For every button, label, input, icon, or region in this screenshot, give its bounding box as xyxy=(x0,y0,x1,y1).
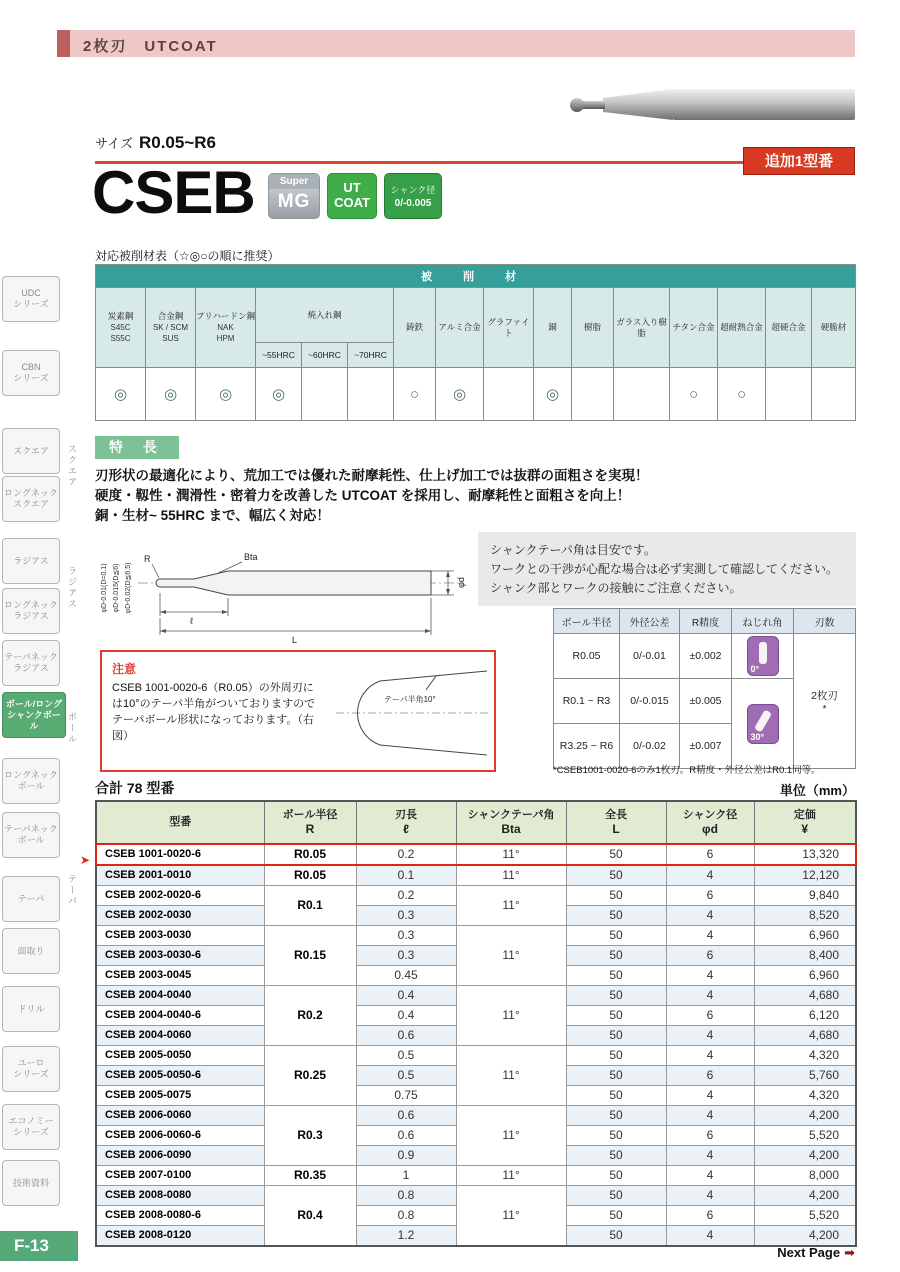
flute-count-cell: 2枚刃 * xyxy=(794,634,856,769)
shank-dia-value: 6 xyxy=(666,1126,754,1146)
flute-length-value: 1 xyxy=(356,1166,456,1186)
price-value: 12,120 xyxy=(754,865,856,886)
table-row xyxy=(96,844,856,865)
ball-radius-value: R0.2 xyxy=(264,986,356,1046)
feature-line: 硬度・靱性・潤滑性・密着力を改善した UTCOAT を採用し、耐摩耗性と面粗さを向上！ xyxy=(95,488,631,503)
label-phi-d: φd xyxy=(456,577,466,588)
overall-length-value: 50 xyxy=(566,1206,666,1226)
overall-length-value: 50 xyxy=(566,865,666,886)
material-col-header: 炭素鋼 S45C S55C xyxy=(96,288,146,368)
flute-length-value: 0.8 xyxy=(356,1186,456,1206)
model-number: CSEB 2006-0060-6 xyxy=(96,1126,264,1146)
price-value: 8,400 xyxy=(754,946,856,966)
sidebar-item[interactable]: ロングネック スクエア xyxy=(2,476,60,522)
material-subcol-header: ~55HRC xyxy=(256,343,302,368)
shank-taper-angle-value: 11° xyxy=(456,1166,566,1186)
material-col-header: アルミ合金 xyxy=(436,288,484,368)
shank-taper-angle-value: 11° xyxy=(456,926,566,986)
helix-angle-cell xyxy=(732,679,794,769)
overall-length-value: 50 xyxy=(566,1026,666,1046)
spec-ball-radius: R3.25 ~ R6 xyxy=(554,724,620,769)
price-value: 9,840 xyxy=(754,886,856,906)
sidebar-item[interactable]: スクエア xyxy=(2,428,60,474)
model-number: CSEB 2005-0075 xyxy=(96,1086,264,1106)
spec-col-header: ねじれ角 xyxy=(732,609,794,634)
spec-ball-radius: R0.05 xyxy=(554,634,620,679)
sidebar-item[interactable]: ユーロ シリーズ xyxy=(2,1046,60,1092)
material-mark xyxy=(766,368,812,421)
shank-dia-value: 4 xyxy=(666,1106,754,1126)
flute-length-value: 0.3 xyxy=(356,906,456,926)
flute-length-value: 0.9 xyxy=(356,1146,456,1166)
shank-dia-value: 4 xyxy=(666,926,754,946)
sidebar-item[interactable]: ドリル xyxy=(2,986,60,1032)
model-number: CSEB 2004-0060 xyxy=(96,1026,264,1046)
price-value: 6,960 xyxy=(754,926,856,946)
model-number: CSEB 2006-0060 xyxy=(96,1106,264,1126)
material-mark: ○ xyxy=(718,368,766,421)
table-row xyxy=(96,1186,856,1206)
material-col-header: 超硬合金 xyxy=(766,288,812,368)
sidebar-group-square: スクエア xyxy=(67,444,77,488)
model-number: CSEB 2002-0020-6 xyxy=(96,886,264,906)
material-mark xyxy=(812,368,856,421)
flute-length-value: 0.3 xyxy=(356,926,456,946)
flute-length-value: 0.6 xyxy=(356,1106,456,1126)
material-mark: ◎ xyxy=(146,368,196,421)
ball-radius-value: R0.05 xyxy=(264,865,356,886)
overall-length-value: 50 xyxy=(566,1086,666,1106)
shank-taper-angle-value: 11° xyxy=(456,1106,566,1166)
caution-figure-label: テーパ半角10° xyxy=(384,695,436,704)
sidebar-group-radius: ラジアス xyxy=(67,566,77,610)
caution-box xyxy=(100,650,496,772)
material-col-header: 銅 xyxy=(534,288,572,368)
material-col-header: ガラス入り樹脂 xyxy=(614,288,670,368)
top-category-bar xyxy=(57,30,855,57)
model-number: CSEB 2003-0030 xyxy=(96,926,264,946)
flute-length-value: 0.2 xyxy=(356,886,456,906)
flute-length-value: 0.4 xyxy=(356,986,456,1006)
spec-col-header: ボール半径 xyxy=(554,609,620,634)
spec-r-accuracy: ±0.007 xyxy=(680,724,732,769)
label-flute-length: ℓ xyxy=(190,616,193,626)
model-col-header: 全長 L xyxy=(566,801,666,844)
model-number: CSEB 2005-0050-6 xyxy=(96,1066,264,1086)
utcoat-badge xyxy=(327,173,377,219)
price-value: 13,320 xyxy=(754,844,856,865)
shank-note-box xyxy=(478,532,856,606)
super-mg-badge xyxy=(268,173,320,219)
table-row xyxy=(96,926,856,946)
caution-title: 注意 xyxy=(112,662,137,676)
price-value: 5,760 xyxy=(754,1066,856,1086)
category-title: 2枚刃 UTCOAT xyxy=(83,38,218,55)
overall-length-value: 50 xyxy=(566,1106,666,1126)
shank-dia-value: 6 xyxy=(666,844,754,865)
product-code: CSEB xyxy=(92,159,255,226)
material-mark: ◎ xyxy=(96,368,146,421)
sidebar-item[interactable]: 面取り xyxy=(2,928,60,974)
material-mark: ◎ xyxy=(436,368,484,421)
total-models-label: 合計 78 型番 xyxy=(95,780,175,796)
material-table xyxy=(95,264,856,421)
shank-dia-value: 4 xyxy=(666,966,754,986)
overall-length-value: 50 xyxy=(566,1226,666,1247)
shank-dia-value: 4 xyxy=(666,1086,754,1106)
overall-length-value: 50 xyxy=(566,946,666,966)
material-col-header: グラファイト xyxy=(484,288,534,368)
overall-length-value: 50 xyxy=(566,1146,666,1166)
shank-note-line: ワークとの干渉が心配な場合は必ず実測して確認してください。 xyxy=(490,562,839,576)
price-value: 4,320 xyxy=(754,1046,856,1066)
label-tolerance-2: φD-0.015(D≦6) xyxy=(113,563,120,613)
shank-taper-angle-value: 11° xyxy=(456,986,566,1046)
material-col-header: プリハードン鋼 NAK HPM xyxy=(196,288,256,368)
flute-length-value: 0.8 xyxy=(356,1206,456,1226)
sidebar-item[interactable]: ロングネック ラジアス xyxy=(2,588,60,634)
spec-r-accuracy: ±0.002 xyxy=(680,634,732,679)
label-total-length: L xyxy=(292,635,298,645)
badge-row xyxy=(268,173,442,219)
model-number: CSEB 2001-0010 xyxy=(96,865,264,886)
next-page-arrow-icon: ➡ xyxy=(844,1245,855,1260)
shank-dia-value: 4 xyxy=(666,1186,754,1206)
sidebar-item[interactable]: テーパ xyxy=(2,876,60,922)
utcoat-badge-line1: UT xyxy=(343,180,361,195)
shank-dia-value: 6 xyxy=(666,886,754,906)
material-subcol-header: ~70HRC xyxy=(348,343,394,368)
features-text xyxy=(95,466,649,526)
overall-length-value: 50 xyxy=(566,926,666,946)
shank-taper-angle-value: 11° xyxy=(456,844,566,865)
label-bta: Bta xyxy=(244,552,258,562)
shank-dia-value: 4 xyxy=(666,865,754,886)
overall-length-value: 50 xyxy=(566,966,666,986)
shank-dia-value: 6 xyxy=(666,1066,754,1086)
flute-length-value: 1.2 xyxy=(356,1226,456,1247)
material-col-header: チタン合金 xyxy=(670,288,718,368)
caution-figure xyxy=(322,658,492,764)
shank-dia-value: 4 xyxy=(666,1226,754,1247)
price-value: 5,520 xyxy=(754,1206,856,1226)
model-col-header: シャンクテーパ角 Bta xyxy=(456,801,566,844)
model-number: CSEB 2003-0045 xyxy=(96,966,264,986)
flute-length-value: 0.5 xyxy=(356,1066,456,1086)
shank-badge-line1: シャンク径 xyxy=(390,185,436,195)
model-number: CSEB 2008-0080-6 xyxy=(96,1206,264,1226)
overall-length-value: 50 xyxy=(566,1066,666,1086)
spec-r-accuracy: ±0.005 xyxy=(680,679,732,724)
flute-length-value: 0.4 xyxy=(356,1006,456,1026)
tool-photo xyxy=(545,84,860,130)
material-mark xyxy=(348,368,394,421)
size-line xyxy=(95,133,216,153)
price-value: 4,200 xyxy=(754,1186,856,1206)
material-band-title: 被 削 材 xyxy=(96,265,856,288)
price-value: 6,120 xyxy=(754,1006,856,1026)
price-value: 4,200 xyxy=(754,1146,856,1166)
feature-line: 銅・生材~ 55HRC まで、幅広く対応！ xyxy=(95,508,330,523)
shank-note-line: シャンク部とワークの接触にご注意ください。 xyxy=(490,581,742,595)
model-number: CSEB 2008-0080 xyxy=(96,1186,264,1206)
overall-length-value: 50 xyxy=(566,1006,666,1026)
helix-angle-cell xyxy=(732,634,794,679)
table-row xyxy=(96,986,856,1006)
material-mark xyxy=(572,368,614,421)
price-value: 4,200 xyxy=(754,1226,856,1247)
price-value: 4,320 xyxy=(754,1086,856,1106)
sidebar-item[interactable]: エコノミー シリーズ xyxy=(2,1104,60,1150)
material-subcol-header: ~60HRC xyxy=(302,343,348,368)
model-number: CSEB 2006-0090 xyxy=(96,1146,264,1166)
model-table xyxy=(95,800,857,1247)
overall-length-value: 50 xyxy=(566,1166,666,1186)
model-col-header: 刃長 ℓ xyxy=(356,801,456,844)
shank-dia-value: 6 xyxy=(666,1206,754,1226)
flute-length-value: 0.1 xyxy=(356,865,456,886)
overall-length-value: 50 xyxy=(566,1186,666,1206)
label-tolerance-1: φD-0.01(D=0.1) xyxy=(101,563,108,613)
model-number: CSEB 2004-0040-6 xyxy=(96,1006,264,1026)
overall-length-value: 50 xyxy=(566,906,666,926)
material-col-header: 合金鋼 SK / SCM SUS xyxy=(146,288,196,368)
price-value: 8,000 xyxy=(754,1166,856,1186)
shank-note-line: シャンクテーパ角は目安です。 xyxy=(490,543,656,557)
utcoat-badge-line2: COAT xyxy=(334,195,370,210)
overall-length-value: 50 xyxy=(566,986,666,1006)
shank-dia-badge xyxy=(384,173,442,219)
ball-radius-value: R0.15 xyxy=(264,926,356,986)
shank-badge-line2: 0/-0.005 xyxy=(394,198,432,209)
ball-radius-value: R0.4 xyxy=(264,1186,356,1247)
material-mark: ○ xyxy=(394,368,436,421)
spec-ball-radius: R0.1 ~ R3 xyxy=(554,679,620,724)
spec-footnote: *CSEB1001-0020-6のみ1枚刃。R精度・外径公差はR0.1同等。 xyxy=(553,765,821,776)
price-value: 6,960 xyxy=(754,966,856,986)
flute-length-value: 0.6 xyxy=(356,1026,456,1046)
model-number: CSEB 2002-0030 xyxy=(96,906,264,926)
overall-length-value: 50 xyxy=(566,844,666,865)
flute-length-value: 0.6 xyxy=(356,1126,456,1146)
material-mark: ◎ xyxy=(196,368,256,421)
spec-table xyxy=(553,608,856,769)
shank-dia-value: 4 xyxy=(666,1146,754,1166)
spec-od-tolerance: 0/-0.01 xyxy=(620,634,680,679)
overall-length-value: 50 xyxy=(566,1046,666,1066)
shank-dia-value: 4 xyxy=(666,1026,754,1046)
material-mark xyxy=(614,368,670,421)
price-value: 8,520 xyxy=(754,906,856,926)
super-mg-badge-main: MG xyxy=(277,191,311,212)
label-tolerance-3: φD-0.02(D≦6.5) xyxy=(125,562,132,614)
material-col-header: 硬脆材 xyxy=(812,288,856,368)
sidebar-item[interactable]: ボール/ロング シャンクボール xyxy=(2,692,66,738)
spec-col-header: 外径公差 xyxy=(620,609,680,634)
top-bar-accent xyxy=(57,30,70,57)
material-col-header: 鋳鉄 xyxy=(394,288,436,368)
super-mg-badge-top: Super xyxy=(269,174,319,189)
sidebar-group-taper: テーパ xyxy=(67,874,77,907)
spec-col-header: R精度 xyxy=(680,609,732,634)
material-mark xyxy=(302,368,348,421)
shank-taper-angle-value: 11° xyxy=(456,1046,566,1106)
sidebar-item[interactable]: ラジアス xyxy=(2,538,60,584)
table-row xyxy=(96,1106,856,1126)
spec-od-tolerance: 0/-0.015 xyxy=(620,679,680,724)
feature-line: 刃形状の最適化により、荒加工では優れた耐摩耗性、仕上げ加工では抜群の面粗さを実現！ xyxy=(95,468,649,483)
features-badge: 特 長 xyxy=(95,436,179,459)
price-value: 4,680 xyxy=(754,986,856,1006)
material-col-header: 焼入れ鋼 xyxy=(256,288,394,343)
size-value: R0.05~R6 xyxy=(138,133,216,152)
sidebar-item[interactable]: テーパネック ラジアス xyxy=(2,640,60,686)
flute-length-value: 0.5 xyxy=(356,1046,456,1066)
ball-radius-value: R0.1 xyxy=(264,886,356,926)
shank-taper-angle-value: 11° xyxy=(456,865,566,886)
caution-text: CSEB 1001-0020-6（R0.05）の外周刃には10°のテーパ半角がついておりますのでテーパボール形状になっております。（右図） xyxy=(112,682,316,742)
flute-length-value: 0.45 xyxy=(356,966,456,986)
model-number: CSEB 2007-0100 xyxy=(96,1166,264,1186)
ball-radius-value: R0.35 xyxy=(264,1166,356,1186)
spec-od-tolerance: 0/-0.02 xyxy=(620,724,680,769)
shank-dia-value: 4 xyxy=(666,1166,754,1186)
shank-taper-angle-value: 11° xyxy=(456,1186,566,1247)
sidebar-item[interactable]: CBN シリーズ xyxy=(2,350,60,396)
table-row xyxy=(96,1046,856,1066)
table-row xyxy=(96,886,856,906)
price-value: 5,520 xyxy=(754,1126,856,1146)
model-number: CSEB 1001-0020-6 xyxy=(96,844,264,865)
model-number: CSEB 2003-0030-6 xyxy=(96,946,264,966)
material-mark: ◎ xyxy=(534,368,572,421)
shank-dia-value: 6 xyxy=(666,946,754,966)
highlight-arrow-icon: ➤ xyxy=(80,853,91,867)
model-col-header: 定価 ¥ xyxy=(754,801,856,844)
label-r: R xyxy=(144,554,151,564)
table-row xyxy=(96,865,856,886)
model-number: CSEB 2005-0050 xyxy=(96,1046,264,1066)
page-number-badge: F-13 xyxy=(0,1231,78,1261)
model-col-header: ボール半径 R xyxy=(264,801,356,844)
model-col-header: 型番 xyxy=(96,801,264,844)
sidebar-group-ball: ボール xyxy=(67,712,77,745)
flute-length-value: 0.75 xyxy=(356,1086,456,1106)
overall-length-value: 50 xyxy=(566,1126,666,1146)
sidebar-item[interactable]: 技術資料 xyxy=(2,1160,60,1206)
shank-dia-value: 6 xyxy=(666,1006,754,1026)
added-model-badge: 追加1型番 xyxy=(743,147,855,175)
next-page-link[interactable] xyxy=(630,1245,855,1261)
shank-dia-value: 4 xyxy=(666,986,754,1006)
flute-length-value: 0.2 xyxy=(356,844,456,865)
material-col-header: 超耐熱合金 xyxy=(718,288,766,368)
spec-col-header: 刃数 xyxy=(794,609,856,634)
table-row xyxy=(96,1166,856,1186)
sidebar-item[interactable]: テーパネック ボール xyxy=(2,812,60,858)
next-page-label[interactable]: Next Page xyxy=(777,1245,841,1260)
material-table-title: 対応被削材表（☆◎○の順に推奨） xyxy=(95,249,280,263)
shank-dia-value: 4 xyxy=(666,906,754,926)
helix-0-icon: 0° xyxy=(747,636,779,676)
model-col-header: シャンク径 φd xyxy=(666,801,754,844)
ball-radius-value: R0.05 xyxy=(264,844,356,865)
overall-length-value: 50 xyxy=(566,886,666,906)
model-number: CSEB 2004-0040 xyxy=(96,986,264,1006)
size-label: サイズ xyxy=(95,136,133,151)
shank-taper-angle-value: 11° xyxy=(456,886,566,926)
material-mark: ◎ xyxy=(256,368,302,421)
sidebar-item[interactable]: UDC シリーズ xyxy=(2,276,60,322)
dimension-drawing xyxy=(96,538,476,646)
material-col-header: 樹脂 xyxy=(572,288,614,368)
sidebar-item[interactable]: ロングネック ボール xyxy=(2,758,60,804)
unit-label: 単位（mm） xyxy=(779,783,855,798)
price-value: 4,680 xyxy=(754,1026,856,1046)
model-number: CSEB 2008-0120 xyxy=(96,1226,264,1247)
material-mark: ○ xyxy=(670,368,718,421)
ball-radius-value: R0.3 xyxy=(264,1106,356,1166)
flute-length-value: 0.3 xyxy=(356,946,456,966)
shank-dia-value: 4 xyxy=(666,1046,754,1066)
spec-row xyxy=(554,634,856,679)
material-mark xyxy=(484,368,534,421)
ball-radius-value: R0.25 xyxy=(264,1046,356,1106)
helix-30-icon: 30° xyxy=(747,704,779,744)
price-value: 4,200 xyxy=(754,1106,856,1126)
